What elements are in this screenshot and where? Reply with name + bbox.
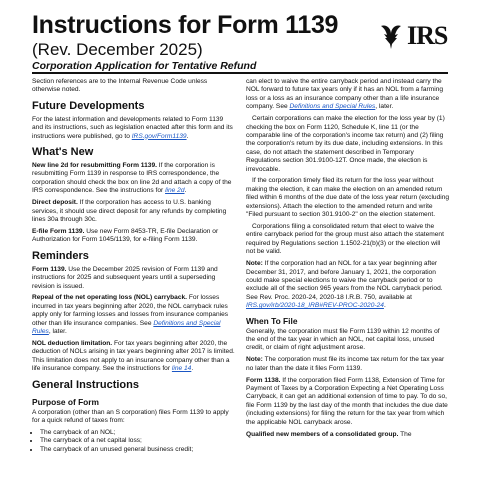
definitions-special-rules-link[interactable]: Definitions and Special Rules (289, 103, 376, 111)
revision-date: (Rev. December 2025) (32, 40, 203, 59)
right-column (246, 78, 450, 442)
rev-proc-link[interactable]: IRS.gov/irb/2020-18_IRB#REV-PROC-2020-24 (246, 302, 384, 310)
whats-new-heading: What's New (32, 146, 94, 159)
intro-text: Section references are to the Internal Revenue Code unless otherwise noted. (32, 78, 208, 94)
future-developments-heading: Future Developments (32, 99, 145, 112)
form-1139-paragraph: Form 1139. Use the December 2025 revision of Form 1139 and instructions for 2025 and subsequent years until a superseding revision is issued. (32, 265, 218, 290)
definitions-link[interactable]: Definitions and Special Rules (32, 319, 221, 336)
qualified-members-paragraph: Qualified new members of a consolidated group. The (246, 430, 412, 438)
direct-deposit-paragraph: Direct deposit. If the corporation has access to U.S. banking services, it should use direct deposit for any refunds by completing lines 30a through 30c. (32, 199, 227, 223)
waive-carryback-paragraph: can elect to waive the entire carryback period and instead carry the NOL forward to future tax years only if it has an NOL from a farming loss or a loss as an insurance company other than a life insurance company. See Definitions and Special Rules, later. (246, 78, 444, 111)
purpose-heading: Purpose of Form (32, 396, 100, 407)
line-14-link[interactable]: line 14 (171, 365, 192, 373)
efile-paragraph: E-file Form 1139. Use new Form 8453-TR, E-file Declaration or Authorization for Form 1045/1139, for e-filing Form 1139. (32, 227, 219, 244)
nol-repeal-paragraph: Repeal of the net operating loss (NOL) carryback. For losses incurred in tax years beginning after 2020, the NOL carryback rules apply only for farming losses and losses from insurance companies other than life insurance companies. See Definitions and Special Rules, later. (32, 294, 229, 336)
document-title: Instructions for Form 1139 (32, 11, 339, 39)
list-item: • The carryback of an unused general business credit; (40, 446, 236, 454)
form-subtitle: Corporation Application for Tentative Refund (32, 60, 257, 72)
left-column (32, 78, 236, 454)
form-1138-paragraph: Form 1138. If the corporation filed Form 1138, Extension of Time for Payment of Taxes by a Corporation Expecting a Net Operating Loss Carryback, it can get an additional extension of time to pay. To do so, file Form 1139 by the last day of the month that includes the due date (including extensions) for filing the return for the tax year from which the applicable NOL carryback arose. (246, 376, 448, 426)
election-paragraph: Certain corporations can make the election for the loss year by (1) checking the box on Form 1120, Schedule K, line 11 (or the comparable line of the corporation's income tax return) and (2) filing the corporation's return by its due date, including extensions. In this case, do not attach the statement described in Temporary Regulations section 301.9100-12T. Once made, the election is irrevocable. (246, 115, 445, 173)
header-rule (32, 72, 448, 74)
note-nol-paragraph: Note: If the corporation had an NOL for a tax year beginning after December 31, 2017, and before January 1, 2021, the corporation could make special elections to waive the carryback period or to exclude all of the section 965 years from the NOL carryback period. See Rev. Proc. 2020-24, 2020-18 I.R.B. 750, available at IRS.gov/irb/2020-18_IRB#REV-PROC-2020-24. (246, 260, 443, 310)
nol-limitation-paragraph: NOL deduction limitation. For tax years beginning after 2020, the deduction of NOLs arising in tax years beginning after 2017 is limited. This limitation does not apply to an insurance company other than a life insurance company. See the instructions for line 14. (32, 339, 235, 373)
purpose-list (32, 429, 236, 454)
purpose-text: A corporation (other than an S corporation) files Form 1139 to apply for a quick refund of taxes from: (32, 408, 229, 424)
note-return-paragraph: Note: The corporation must file its income tax return for the tax year no later than the date it files Form 1139. (246, 356, 445, 372)
form1139-link[interactable]: IRS.gov/Form1139 (131, 132, 187, 140)
eagle-icon (378, 22, 404, 50)
line-2d-link[interactable]: line 2d (165, 187, 185, 195)
future-developments-text: For the latest information and developments related to Form 1139 and its instructions, such as legislation enacted after this form and its instructions were published, go to IRS.gov/Form1139. (32, 115, 233, 140)
list-item: • The carryback of an NOL; (40, 429, 236, 437)
amended-return-paragraph: If the corporation timely filed its return for the loss year without making the election, it can make the election on an amended return filed within 6 months of the due date of the loss year return (excluding extensions). Attach the election to the amended return and write "Filed pursuant to section 301.9100-2" on the election statement. (246, 177, 450, 219)
irs-logo (378, 20, 448, 52)
consolidated-return-paragraph: Corporations filing a consolidated return that elect to waive the entire carryback period for the group must also attach the statement required by Regulations section 1.1502-21(b)(3) or the election will not be valid. (246, 223, 444, 256)
when-to-file-text: Generally, the corporation must file Form 1139 within 12 months of the end of the tax year in which an NOL, net capital loss, unused credit, or claim of right adjustment arose. (246, 327, 440, 352)
when-to-file-heading: When To File (246, 315, 298, 326)
irs-logo-text: IRS (407, 21, 448, 50)
reminders-heading: Reminders (32, 249, 89, 262)
general-instructions-heading: General Instructions (32, 378, 139, 391)
list-item: • The carryback of a net capital loss; (40, 437, 236, 445)
new-line-2d-paragraph: New line 2d for resubmitting Form 1139. If the corporation is resubmitting Form 1139 in response to IRS correspondence, the corporation should check the box on line 2d and attach a copy of the IRS correspondence. See the instructions for line 2d. (32, 162, 232, 195)
